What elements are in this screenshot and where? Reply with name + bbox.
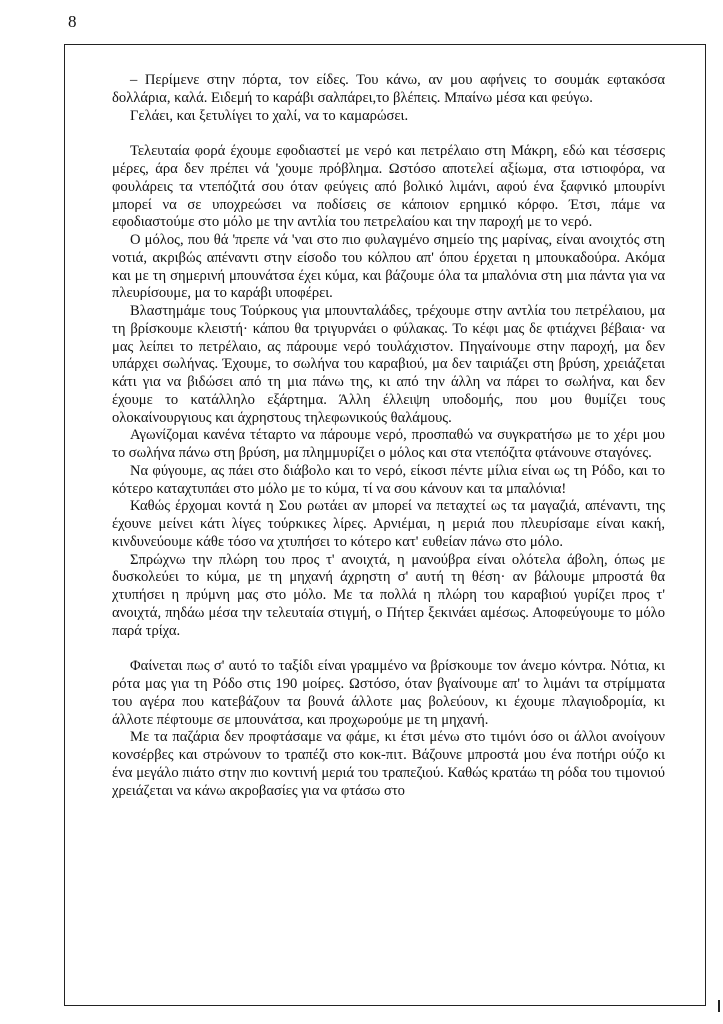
- paragraph: Καθώς έρχομαι κοντά η Σου ρωτάει αν μπορεί να πεταχτεί ως τα μαγαζιά, απέναντι, της έχουνε μείνει κάτι λίγες τούρκικες λίρες. Αρνιέμαι, η μεριά που πλευρίσαμε είναι κακή, κινδυνεύουμε κάθε τόσο να χτυπήσει το κότερο κατ' ευθείαν πάνω στο μόλο.: [112, 498, 665, 550]
- paragraph: Σπρώχνω την πλώρη του προς τ' ανοιχτά, η μανούβρα είναι ολότελα άβολη, όπως με δυσκολεύει το κύμα, με τη μηχανή άχρηστη σ' αυτή τη θέση· αν βάλουμε μπροστά θα χτυπήσει η πρύμνη μας στο μόλο. Με τα πολλά η πλώρη του καραβιού γυρίζει προς τ' ανοιχτά, πηδάω μέσα την τελευταία στιγμή, ο Πήτερ ξεκινάει αμέσως. Αποφεύγουμε το μόλο παρά τρίχα.: [112, 551, 665, 639]
- page-number: 8: [68, 12, 77, 31]
- scan-edge-mark: [718, 1000, 720, 1012]
- paragraph: Να φύγουμε, ας πάει στο διάβολο και το νερό, είκοσι πέντε μίλια είναι ως τη Ρόδο, και το κότερο καταχτυπάει στο μόλο με το κύμα, τί να σου κάνουν και τα μπαλόνια!: [112, 462, 665, 497]
- paragraph: Γελάει, και ξετυλίγει το χαλί, να το καμαρώσει.: [130, 107, 409, 124]
- paragraph: Βλαστημάμε τους Τούρκους για μπουνταλάδες, τρέχουμε στην αντλία του πετρέλαιου, μα τη βρίσκουμε κλειστή· κάπου θα τριγυρνάει ο φύλακας. Το κέφι μας δε φτιάχνει βέβαια· να μας λείπει το πετρέλαιο, ας πάρουμε νερό τουλάχιστον. Πηγαίνουμε στην παροχή, μα δεν υπάρχει σωλήνας. Έχουμε, το σωλήνα του καραβιού, μα δεν ταιριάζει στη βρύση, χρειάζεται κάτι για να βιδώσει από τη μια πάνω της, κι από την άλλη να πάρει το σωλήνα, και δεν έχουμε το κατάλληλο εξάρτημα. Άλλη έλλειψη υποδομής, που μου θυμίζει τους ολοκαίνουργιους και άχρηστους τηλεφωνικούς θαλάμους.: [112, 303, 665, 426]
- paragraph: Ο μόλος, που θά 'πρεπε νά 'ναι στο πιο φυλαγμένο σημείο της μαρίνας, είναι ανοιχτός στη νοτιά, ακριβώς απέναντι στην είσοδο του κόλπου απ' όπου έρχεται η μπουκαδούρα. Ακόμα και με τη σημερινή μπουνάτσα έχει κύμα, και βάζουμε όλα τα μπαλόνια στη μια πάντα για να πλευρίσουμε, μα το καράβι υποφέρει.: [112, 232, 665, 302]
- paragraph: Αγωνίζομαι κανένα τέταρτο να πάρουμε νερό, προσπαθώ να συγκρατήσω με το χέρι μου το σωλήνα πάνω στη βρύση, μα πλημμυρίζει ο μόλος και στα ντεπόζιτα φτάνουνε σταγόνες.: [112, 427, 665, 461]
- paragraph: – Περίμενε στην πόρτα, τον είδες. Του κάνω, αν μου αφήνεις το σουμάκ εφτακόσα δολλάρια, καλά. Ειδεμή το καράβι σαλπάρει,το βλέπεις. Μπαίνω μέσα και φεύγω.: [112, 72, 665, 106]
- paragraph: Με τα παζάρια δεν προφτάσαμε να φάμε, κι έτσι μένω στο τιμόνι όσο οι άλλοι ανοίγουν κονσέρβες και στρώνουν το τραπέζι στο κοκ-πιτ. Βάζουνε μπροστά μου ένα ποτήρι ούζο κι ένα μεγάλο πιάτο στην πιο κοντινή μεριά του τραπεζιού. Καθώς κρατάω τη ρόδα του τιμονιού χρειάζεται να κάνω ακροβασίες για να φτάσω στο: [112, 729, 665, 799]
- paragraph: Τελευταία φορά έχουμε εφοδιαστεί με νερό και πετρέλαιο στη Μάκρη, εδώ και τέσσερις μέρες, άρα δεν πρέπει νά 'χουμε πρόβλημα. Ωστόσο αποτελεί αξίωμα, στα ιστιοφόρα, να φουλάρεις τα ντεπόζιτά σου όταν φεύγεις από βολικό λιμάνι, αφού ένα ξαφνικό μπουρίνι μπορεί να σε υποχρεώσει να ποδίσεις σε κάποιον ερημικό κόρφο. Έτσι, πάμε να εφοδιαστούμε στο μόλο με την αντλία του πετρελαίου και την παροχή με το νερό.: [112, 143, 665, 231]
- body-text: [112, 72, 665, 800]
- paragraph: Φαίνεται πως σ' αυτό το ταξίδι είναι γραμμένο να βρίσκουμε τον άνεμο κόντρα. Νότια, κι ρότα μας για τη Ρόδο στις 190 μοίρες. Ωστόσο, όταν βγαίνουμε απ' το λιμάνι τα στρίμματα του αγέρα που κατεβάζουν τα βουνά άλλοτε μας βολεύουν, κι έχουμε πλαγιοδρομία, κι άλλοτε πέφτουμε σε μπουνάτσα, και προχωρούμε με τη μηχανή.: [112, 658, 665, 728]
